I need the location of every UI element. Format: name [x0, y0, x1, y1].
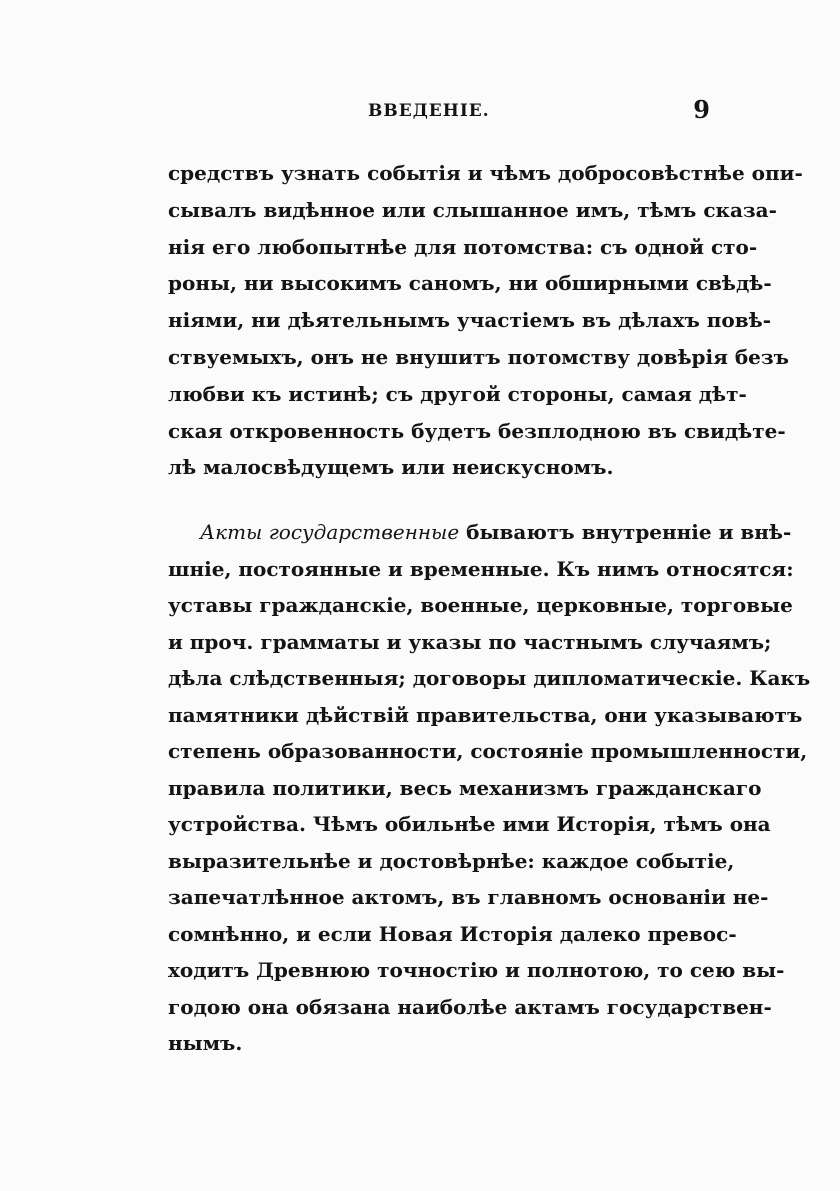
text-line: ніями, ни дѣятельнымъ участіемъ въ дѣлахъ повѣ-	[168, 308, 771, 333]
text-line: выразительнѣе и достовѣрнѣе: каждое событіе,	[168, 848, 735, 873]
text-line: запечатлѣнное актомъ, въ главномъ основаніи не-	[168, 885, 769, 909]
text-line: средствъ узнать событія и чѣмъ добросовѣстнѣе опи-	[168, 161, 803, 185]
text-line: любви къ истинѣ; съ другой стороны, самая дѣт-	[168, 381, 747, 406]
text-line: уставы гражданскіе, военные, церковные, торговые	[168, 593, 793, 617]
text-line: ствуемыхъ, онъ не внушитъ потомству довѣрія безъ	[168, 344, 790, 369]
text-line: сывалъ видѣнное или слышанное имъ, тѣмъ сказа-	[168, 197, 777, 222]
text-line: устройства. Чѣмъ обильнѣе ими Исторія, тѣмъ она	[168, 812, 771, 836]
text-line: памятники дѣйствій правительства, они указываютъ	[168, 702, 803, 727]
page-header	[160, 95, 720, 135]
text-line: дѣла слѣдственныя; договоры дипломатическіе. Какъ	[168, 666, 811, 690]
text-line: лѣ малосвѣдущемъ или неискусномъ.	[168, 455, 614, 480]
running-title: ВВЕДЕНІЕ.	[368, 101, 490, 121]
text-line-first	[168, 514, 792, 551]
text-line: степень образованности, состояніе промышленности,	[168, 739, 808, 763]
text-line: ходитъ Древнюю точностію и полнотою, то сею вы-	[168, 958, 785, 982]
paragraph-2	[168, 514, 811, 1062]
text-line: нія его любопытнѣе для потомства: съ одной сто-	[168, 234, 758, 259]
text-line: шніе, постоянные и временные. Къ нимъ относятся:	[168, 556, 794, 581]
text-line: ская откровенность будетъ безплодною въ свидѣте-	[168, 418, 786, 443]
text-line: годою она обязана наиболѣе актамъ государствен-	[168, 994, 772, 1019]
italic-term: Акты государственные	[200, 520, 460, 544]
paragraph-1	[168, 155, 803, 486]
page-number: 9	[693, 95, 710, 124]
text-line: нымъ.	[168, 1031, 243, 1055]
text-line: и проч. грамматы и указы по частнымъ случаямъ;	[168, 629, 772, 654]
text-line: правила политики, весь механизмъ гражданскаго	[168, 775, 762, 800]
text-run: бываютъ внутренніе и внѣ-	[459, 520, 792, 544]
text-line: роны, ни высокимъ саномъ, ни обширными свѣдѣ-	[168, 271, 772, 296]
text-line: сомнѣнно, и если Новая Исторія далеко превос-	[168, 921, 737, 946]
